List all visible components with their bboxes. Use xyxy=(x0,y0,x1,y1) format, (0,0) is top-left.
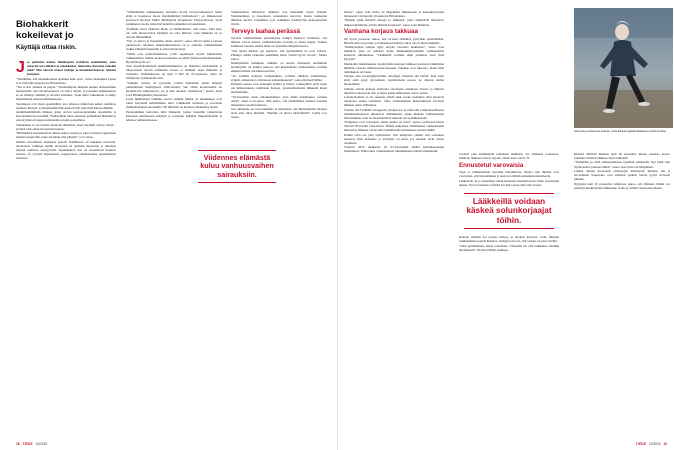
pull-quote xyxy=(459,187,559,235)
issue-number: 10/2016 xyxy=(649,442,661,446)
pull-quote-rule xyxy=(198,150,275,151)
paragraph: Lisäksi tutkijat korostavat elintapojen merkitystä: liikunta, uni ja terveellinen ruokavalio ovat edelleen parhaat keinot pysyä terveenä pitkään. xyxy=(574,168,670,182)
runner-image xyxy=(574,8,673,128)
pull-quote-text: Lääkkeillä voidaan käskeä solunkorjaajat töihin. xyxy=(466,197,552,225)
paragraph: Osa tutkijoista on varovaisempia ja muistuttaa, että hiirikokeiden tulokset eivät aina siirry ihmisiin. ”Meidän on oltava kärsivällisiä”, Lynne Cox toteaa. xyxy=(231,107,327,120)
pull-quote xyxy=(194,144,280,189)
paragraph: Luonnonvalinta ei ole suosinut pitkää ikää, koska useimmat eliöt kuolevat luonnossa ennen vanhuutta. Siksi vanhenemisen hidastamiseen tarvitaan ihmisen omaa väliintuloa. xyxy=(344,95,444,108)
paragraph: ”Vanhuus sairaus on pystyttää, jolloin haluamme tutkia elinajan pidentämisen merkityksen 2000-luvulla. Sen oman ulottavuuden on huomattavia kiinnostavia, jos ja kun tulokset valmistuvat”, kertoo Janet Lord Birminghamin yliopistosta. xyxy=(126,80,222,97)
page-number: 19 xyxy=(663,442,667,446)
paragraph: voidaan plan kymmenillä uudelleen lääkkeitä. Jos hankkeet toteutuvat, kehitetyt lääkkeet tulevat tarjolle, ennen kuin vuotta 70. xyxy=(459,152,559,161)
paragraph: ”Vähennimme eläinkokeissa havaittua hyvää terveysvaikutusta? Moni eläin ei luonnossa kuole myöhemmissä hulluudessa”, on lääketieteen professori Richard Miller Michiganin yliopistosta Yhdysvalloista. Vielä kymmenen vuotta sitten tätä pidettiin pelkkänä toiveunelmana. xyxy=(126,10,222,27)
drop-cap: J xyxy=(16,60,25,76)
paragraph: Mannickin tutkimuksissa rapamysiinin kaltaiset lääkkeet paransivat iäkkäiden ihmisten vastetta influenssarokotteeseen. Tulokset ovat lupaavia, mutta lisää tutkimuksia tarvitaan. xyxy=(344,61,444,74)
paragraph: ”Nyt on tuleva jo huoneisiin, mutta ennen”, sanoo David Gems Lontoon yliopistosta. Monissa lääketeollisuudessa on jo aloitettu vanhenemisen taakka kliinisiin kokeisiin ja esitestattuja tiloja. xyxy=(126,39,222,52)
paragraph: Vanhenemista hidastavat lääkkeet ovat muistakin syistä tärkeitä. Vanhenemisen ja kroonisien sairauksien kasvavat monta kuukautta ihmisten myötä. Laajimmat ovat vanhuksia lisääntyvien hoitotarpeiden myötä. xyxy=(231,10,327,27)
paragraph: Vaikutuksia ei ole testattu kunnolla ihmisissä, joten käyttäjät ottavat riskin – eivätkä vain oman terveytensä kanssa. xyxy=(16,122,116,131)
paragraph: Kokeita tehdään nyt useissa maissa, ja tulokset kertovat, voiko ihmisen vanhenemista todella hidastaa. Tutkijat toivovat, että vastaus on pian selvillä. xyxy=(459,235,559,244)
section-heading: Terveys laahaa perässä xyxy=(231,27,301,35)
paragraph: Yksi merkittävimmistä tutkimushankkeista on lääkärien metsomiinin ja tiheyseltteen kasvin toiminnan tavoite ja elinikää: koko ihmisille ja ravisteita. Tutkimuksessa on noin 3 000 yli 65-vuotiasta, joilla on lisääntynyt sydäntaudin riski. xyxy=(126,64,222,81)
paragraph: ”Olen optimistinen, mutta realistinen. Tärkeintä on, että tutkimusta tehdään huolellisesti”, Richard Miller summaa. xyxy=(459,243,559,252)
paragraph: Suosikkeja ovat myös spermidiini, jota tehostaa mikrobien kehon toimintaa rauhassa hiirissä, ja nikotiiniamidiribosiidi eli NR, joka lisää hiiren elinikää. xyxy=(16,101,116,110)
text-column-5 xyxy=(459,152,559,422)
paragraph: Terveen vanhenemisen periaatteessa tutkijat haluavat varmistaa, että ihmiset voivat nauttia vanhuudestaan terveinä ja ilman kipuja. Kaiken kaikkiaan vuosien aikana tämä voi pidentää elinajanodotetta. xyxy=(231,36,327,49)
paragraph: Ikääntyminen kaikkiaan vanhuus on suurin riskitekijä useimmille kuolinsyille, eli tutkijat uskovat, että hidastamalla vanhenemista voidaan ehkäistä monia sairauksia kerralla. xyxy=(231,61,327,74)
paragraph: ”Biohakkerit huolestuttavat minua eniten, koska jos joku on mittaa tappamaan itsensä sensytteillä, koko ala kärsii siitä pitkään”, Cox sanoo. xyxy=(16,131,116,140)
issue-number: 10/2016 xyxy=(35,442,48,446)
magazine-name: TIEDE xyxy=(635,442,647,446)
paragraph: Laaja ikäihmisten tutkimus kertoo elämän ilmiön, ja tutkimukset ovat olleet kesyneitä kehittämässä niitä. Lääkkeistä testataan ja soveltaan mahdollisuuksia sairaudelle 100 ihmisille on monissa tehokkailta täysin. xyxy=(126,97,222,110)
paragraph: ”Nämä ovat kuuriatutkimusta, joilla sopimusjen hyvää vähentävien vanhenemista, minkä vuoksi tavoitteena on tehdä nykyiset mahdollisuudet. Hyödyllisyyttä on.” xyxy=(126,51,222,64)
paragraph: haasta”, sanoo João Pedro de Magalhães lääketieteen ja kansanterveyden laitokselta Liverpoolin yliopistosta Britanniasta. xyxy=(344,10,444,19)
paragraph: Lääketiede on jo pidentänyt elinajanodotetta huomattavasti viime vuosisadan aikana. Nyt tavoitteena on lisätä terveitä vuosia eikä vain vuosia. xyxy=(459,178,559,187)
paragraph: ”Ikääntyessään solujen kyky korjata vaurioita heikkenee”, sanoo Joan Mannick, joka on johtanut useita immuunijärjestelmän vanhenemista koskevia tutkimuksia. ”Lääkkeillä voimme ehkä palauttaa osan tästä kyvystä.” xyxy=(344,45,444,62)
magazine-name: TIEDE xyxy=(22,442,33,446)
paragraph: Vaan ei vanhenemisen itsestään hoitamisesta. Monet alan ihmiset ovat varovaisia, että hidastaminen ja nostavat elämää ennenkuin merkitsevät. xyxy=(459,170,559,179)
text-column-1 xyxy=(16,60,116,430)
text-column-6 xyxy=(574,152,670,422)
paragraph: ”Meidän pitää kehittää keinoja ja lääkkeitä, jotka vähentävät hidastavat ikäkerroinilmiöitä, jolloin ihmisiä korjataan”, sanoo Joan Mannick. xyxy=(344,18,444,27)
paragraph: ”Tiedämme, että biohakkereinta tapahtuu koko ajan”, sanoo biokemisti Lynne Cox Oxfordin yliopistosta Britanniasta. xyxy=(16,76,116,85)
article-title: Biohakkerit kokeilevat jo xyxy=(16,19,74,41)
pull-quote-text: Viidennes elämästä kuluu vanhuusvaihen sairauksiin. xyxy=(200,153,274,179)
paragraph: ”Jos voimme hidastaa vanhenemista, voimme ehkäistä sydäntauteja, syöpää, dementiaa ja diabetesta samanaikaisesti”, sanoo Richard Miller. xyxy=(231,73,327,82)
left-footer xyxy=(16,440,353,448)
paragraph: Vuoteen 2050 mennessä yli 65-vuotiaiden määrä kaksinkertaistuu maailmassa. Tämä tekee vanhenemisen tutkimuksesta entistä tärkeämpää. xyxy=(344,145,444,154)
paragraph: Kliiniset kokeet ovat kuitenkin kalliita ja hitaita. Lääkeyhtiöt eivät usein ole kiinnostuneita tutkimaan halpoja, patentoimattomia lääkkeitä kuten metformiinia. xyxy=(231,82,327,95)
text-column-4 xyxy=(344,10,444,430)
page-number: 18 xyxy=(16,442,20,446)
pull-quote-rule xyxy=(464,228,554,229)
section-heading: Vanhana korjaus takkuaa xyxy=(344,28,418,36)
intro-paragraph xyxy=(16,60,116,76)
paragraph: On hyvät perusteet uskoa, että tervettä elinaikaa pystytään pidentämään. Hiirillä näin on jo tehty, ja lääketieteen kehitys antaa toivoa myös ihmisille. xyxy=(344,36,444,45)
text-column-3 xyxy=(231,10,327,430)
paragraph: ”Tarvitsemme uusia rahoitusmalleja, jotta nämä tutkimukset voidaan tehdä”, Janet Lord sanoo. Hän uskoo, että ensimmäiset tulokset saadaan muutaman vuoden kuluessa. xyxy=(231,94,327,107)
paragraph: ”Tiedämme jo, mitä vanhenemisessa tapahtuu solutasolla. Nyt pitää vain löytää keinot puuttua siihen”, sanoo Joao Pedro de Magalhães. xyxy=(574,160,670,169)
paragraph: ”Epäilijät olivat väärässä. Hoito on mahdollinen”, hän sanoo. Eikä kysy ole vain muodostuvat kärjäisiä tai edes hiirissä, vaan lääkkeitä on jo testattu ihmisilläkin. xyxy=(126,26,222,39)
paragraph: ”Ennusteet ovat varovaisia, mutta suunta on selvä”, kertoo professori David Sinclair Harvardin yliopistosta. Hänen mukaansa ensimmäiset vanhenemista hidastavat lääkkeet voivat tulla markkinoille kymmenen vuoden sisällä. xyxy=(344,120,444,133)
paragraph: Tutkijat etsivät keinoja aktivoida autofagiaa uudelleen. Paasto ja liikunta näyttävät tehostavan sitä, ja myös jotkin lääkeaineet voivat auttaa. xyxy=(344,86,444,95)
pull-quote-rule xyxy=(198,182,275,183)
right-footer xyxy=(338,440,674,448)
article-subtitle: Käyttäjä ottaa riskin. xyxy=(16,44,77,51)
paragraph: Perustutkimus kartoittaa niitä lääkkeitä, joiden tiedetään vaikuttavan kudosten kehitykseen kehittyä ja testattuja nähdään lääkeyhdisteinä ja tehokas vanhenemisessa. xyxy=(126,109,222,122)
paragraph: Richard Millerin mukaan noin 90 prosenttia hiirten kokeista kertoo selkeästi toimivat lääkkeet myös ihmisillä. xyxy=(574,152,670,161)
intro-text: os päätteksi käsket iäkäämyntä etsittävin asiakkeisiin, joita uskoviat turvallisiksi ja tehokkaiksi, tuntiariko kiusauta kokeilla niitä? Niin tekevät monet tutkijat ja biohakkeritekovat tykkien juttujaat. xyxy=(26,60,116,77)
paragraph: Solujen oma korjausjärjestelmä, autofagia, hidastuu iän myötä. Kun solut eivät enää pysty siivoamaan vaurioituneita osiaan, ne alkavat toimia huonommin. xyxy=(344,74,444,87)
right-page xyxy=(337,0,674,450)
section-heading: Ennustetut varovaisia xyxy=(459,161,524,169)
pull-quote-rule xyxy=(464,193,554,194)
paragraph: Kaikki eivät ole yhtä optimistisia. Osa tutkijoista pelkää, että odotukset nousevat liian korkealle ja pettymys on suuri, jos tulokset eivät vastaa odotuksia. xyxy=(344,132,444,145)
photo-runner xyxy=(574,8,673,128)
paragraph: Nykyisin noin 10 prosenttia tutkijoista uskoo, että ihmisen elinikä voi pidentyä merkittävästi lääkkeiden avulla jo tämän vuosisadan aikana. xyxy=(574,181,670,190)
paragraph: ”Sen sijaan ihmiset nyt kuolevat, sitä myöhemmin he ovat sairaita. Pidempi elämä tarkoittaa enemmän aikaa viettää hyviä vuosia”, Miller sanoo. xyxy=(231,48,327,61)
text-column-2 xyxy=(126,10,222,430)
photo-caption: Solumme ja elimemme kuluvat, mutta liikunta näyttää hidastavan vanhenemista. xyxy=(574,130,667,133)
paragraph: Vuonna 2015 lääkärit Glasgowin yliopistossa ja Oxfordin Lääketieteellisessä tutkimuslaitoksessa julkaisivat tutkimuksen, jonka mukaan vanhenemisen hidastaminen voisi tuoda merkittäviä säästöjä terveydenhuollolle. xyxy=(344,107,444,120)
paragraph: Äärimäisimmillään ihmiset, jotka ottavat kemoterapialääke dasatinibia ja kasviperäistä kversetiiniä. Yhdistelmän tehoa tutkitaan parhaillaan ihmisillä ja senolyyttinä eli tappaa kuluneiden solujen poistamista. xyxy=(16,110,116,123)
paragraph: ”Tee se itse -henkeä on paljon.” Suosituimpiin aineisiin kuuluu diabeteslääke metformiini. Sen turvallisuudesta on vahva näyttö, ja joissakin eläinkokeissa se on lisännyt elinikää ja tervettä elinaikaa. Tosin näitä vaikutuksia ei nähty äskettäisessä suuressa hiirikokeessa. xyxy=(16,85,116,102)
article-photo-block xyxy=(574,8,673,140)
paragraph: Omalla turvallisuus kannattaa ajatella lisäämiseen on kaikkien saatavilla. Aloittaessa vaikkapa mallin terveyden on ojellettu tiepsiväin, ja liikuntaa näyttää toimivan senolyyttinä. Suonmiskivä taas on luontaisesti monissa ruoissa, eli ryysellä hapatetuista soijapavuista valmistetuissa japanilaisissa nattoissa. xyxy=(16,139,116,160)
